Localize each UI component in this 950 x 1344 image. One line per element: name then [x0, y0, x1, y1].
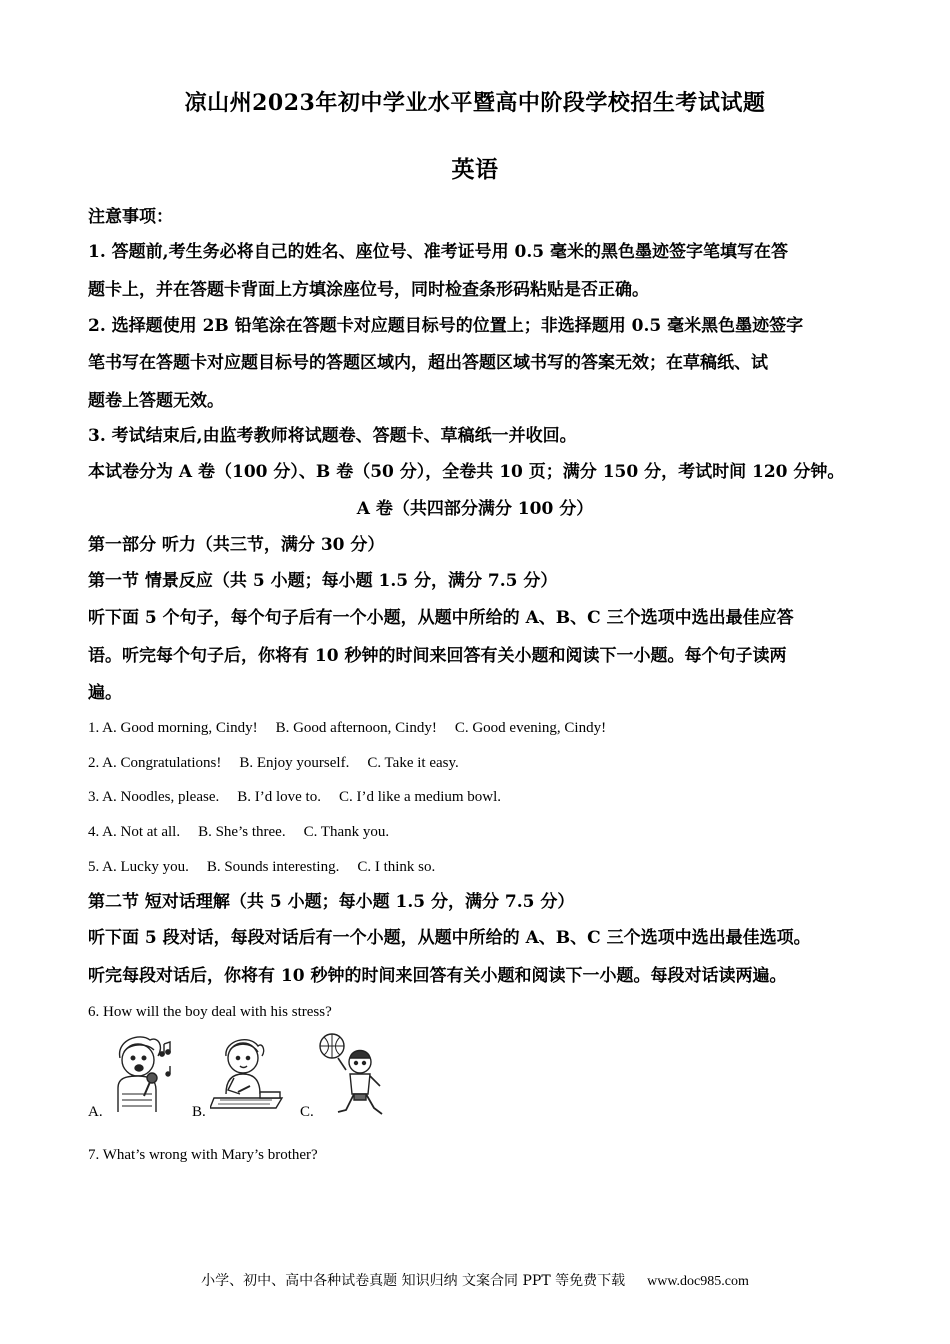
subject-title: 英语 [451, 156, 499, 183]
question-4-option-b: B. She’s three. [198, 824, 286, 840]
boy-playing-basketball-image [316, 1030, 394, 1120]
question-4-option-c: C. Thank you. [303, 824, 390, 840]
notice-item-3: 3. 考试结束后,由监考教师将试题卷、答题卡、草稿纸一并收回。 [88, 426, 577, 446]
section-2-instructions-line-2: 听完每段对话后，你将有 10 秒钟的时间来回答有关小题和阅读下一小题。每段对话读两遍。 [88, 966, 787, 986]
question-4-option-a: 4. A. Not at all. [88, 824, 181, 840]
question-6: 6. How will the boy deal with his stress? [88, 1004, 332, 1020]
page-footer [0, 1270, 950, 1290]
question-3 [88, 787, 519, 807]
notice-item-2-line-2: 笔书写在答题卡对应题目标号的答题区域内，超出答题区域书写的答案无效；在草稿纸、试 [88, 353, 768, 373]
question-6-option-b-label: B. [192, 1104, 206, 1120]
question-2-option-c: C. Take it easy. [367, 755, 459, 771]
boy-studying-image [210, 1032, 292, 1114]
question-1-option-c: C. Good evening, Cindy! [454, 720, 607, 736]
question-5-option-a: 5. A. Lucky you. [88, 859, 189, 875]
question-5 [88, 857, 453, 877]
question-7: 7. What’s wrong with Mary’s brother? [88, 1147, 318, 1163]
notice-item-1-line-2: 题卡上，并在答题卡背面上方填涂座位号，同时检查条形码粘贴是否正确。 [88, 280, 649, 300]
notice-item-1-line-1: 1. 答题前,考生务必将自己的姓名、座位号、准考证号用 0.5 毫米的黑色墨迹签字笔填写在答 [88, 242, 788, 262]
section-2-heading: 第二节 短对话理解（共 5 小题；每小题 1.5 分，满分 7.5 分） [88, 892, 575, 912]
question-3-option-a: 3. A. Noodles, please. [88, 789, 220, 805]
exam-title: 凉山州2023年初中学业水平暨高中阶段学校招生考试试题 [184, 90, 766, 116]
question-6-option-a-label: A. [88, 1104, 103, 1120]
notice-heading: 注意事项： [88, 207, 173, 227]
question-2 [88, 753, 477, 773]
notice-item-2-line-1: 2. 选择题使用 2B 铅笔涂在答题卡对应题目标号的位置上；非选择题用 0.5 毫米黑色墨迹签字 [88, 316, 804, 336]
notice-item-2-line-3: 题卷上答题无效。 [88, 391, 224, 411]
footer-text: 小学、初中、高中各种试卷真题 知识归纳 文案合同 PPT 等免费下载 [201, 1273, 626, 1289]
question-5-option-c: C. I think so. [357, 859, 436, 875]
question-2-option-b: B. Enjoy yourself. [239, 755, 350, 771]
volume-a-heading: A 卷（共四部分满分 100 分） [356, 499, 594, 519]
part-1-heading: 第一部分 听力（共三节，满分 30 分） [88, 535, 385, 555]
question-6-option-c-label: C. [300, 1104, 314, 1120]
section-1-heading: 第一节 情景反应（共 5 小题；每小题 1.5 分，满分 7.5 分） [88, 571, 558, 591]
question-5-option-b: B. Sounds interesting. [206, 859, 340, 875]
section-1-instructions-line-3: 遍。 [88, 683, 122, 703]
boy-singing-image [106, 1032, 186, 1114]
section-1-instructions-line-2: 语。听完每个句子后，你将有 10 秒钟的时间来回答有关小题和阅读下一小题。每个句子读两 [88, 646, 787, 666]
question-3-option-c: C. I’d like a medium bowl. [338, 789, 502, 805]
question-3-option-b: B. I’d love to. [237, 789, 321, 805]
question-2-option-a: 2. A. Congratulations! [88, 755, 222, 771]
question-4 [88, 822, 407, 842]
footer-url[interactable]: www.doc985.com [647, 1274, 749, 1289]
section-2-instructions-line-1: 听下面 5 段对话，每段对话后有一个小题，从题中所给的 A、B、C 三个选项中选出最佳选项。 [88, 928, 811, 948]
question-1-option-a: 1. A. Good morning, Cindy! [88, 720, 258, 736]
question-1 [88, 718, 624, 738]
question-1-option-b: B. Good afternoon, Cindy! [275, 720, 437, 736]
exam-summary: 本试卷分为 A 卷（100 分）、B 卷（50 分），全卷共 10 页；满分 150 分，考试时间 120 分钟。 [88, 462, 845, 482]
section-1-instructions-line-1: 听下面 5 个句子，每个句子后有一个小题，从题中所给的 A、B、C 三个选项中选出最佳应答 [88, 608, 794, 628]
